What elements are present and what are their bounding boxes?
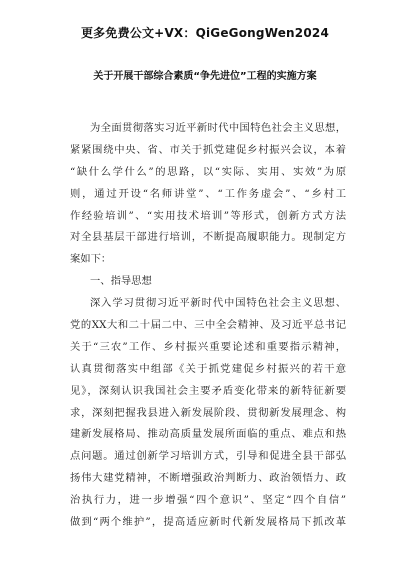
section-line: 深入学习贯彻习近平新时代中国特色社会主义思想、 (90, 297, 346, 310)
section-line: 点问题。通过创新学习培训方式，引导和促进全县干部弘 (70, 450, 346, 463)
intro-line: 案如下： (70, 253, 112, 266)
section-heading: 一、指导思想 (90, 275, 152, 288)
intro-line: 紧紧围绕中央、省、市关于抓党建促乡村振兴会议，本着 (70, 143, 346, 156)
intro-line: 则，通过开设“名师讲堂”、“工作务虚会”、“乡村工 (70, 187, 346, 200)
section-line: 做到“两个维护”，提高适应新时代新发展格局下抓改革 (70, 516, 346, 529)
section-line: 党的XX大和二十届二中、三中全会精神、及习近平总书记 (70, 319, 346, 332)
document-body (70, 118, 346, 534)
document-title: 关于开展干部综合素质“争先进位”工程的实施方案 (93, 71, 317, 82)
intro-line: 为全面贯彻落实习近平新时代中国特色社会主义思想， (90, 122, 346, 134)
section-line: 建新发展格局、推动高质量发展所面临的重点、难点和热 (70, 428, 346, 441)
intro-line: “缺什么学什么”的思路，以“实际、实用、实效”为原 (70, 165, 346, 178)
section-line: 关于“三农”工作、乡村振兴重要论述和重要指示精神， (70, 340, 346, 353)
watermark-header: 更多免费公文+VX：QiGeGongWen2024 (80, 26, 329, 40)
section-line: 扬伟大建党精神，不断增强政治判断力、政治领悟力、政 (70, 472, 346, 485)
intro-line: 作经验培训”、“实用技术培训”等形式，创新方式方法 (70, 209, 346, 222)
section-line: 治执行力，进一步增强“四个意识”、坚定“四个自信” (70, 494, 346, 507)
section-line: 求，深刻把握我县进入新发展阶段、贯彻新发展理念、构 (70, 406, 346, 419)
intro-line: 对全县基层干部进行培训，不断提高履职能力。现制定方 (70, 231, 346, 244)
section-line: 见》，深刻认识我国社会主要矛盾变化带来的新特征新要 (70, 384, 346, 397)
section-line: 认真贯彻落实中组部《关于抓党建促乡村振兴的若干意 (70, 362, 346, 375)
